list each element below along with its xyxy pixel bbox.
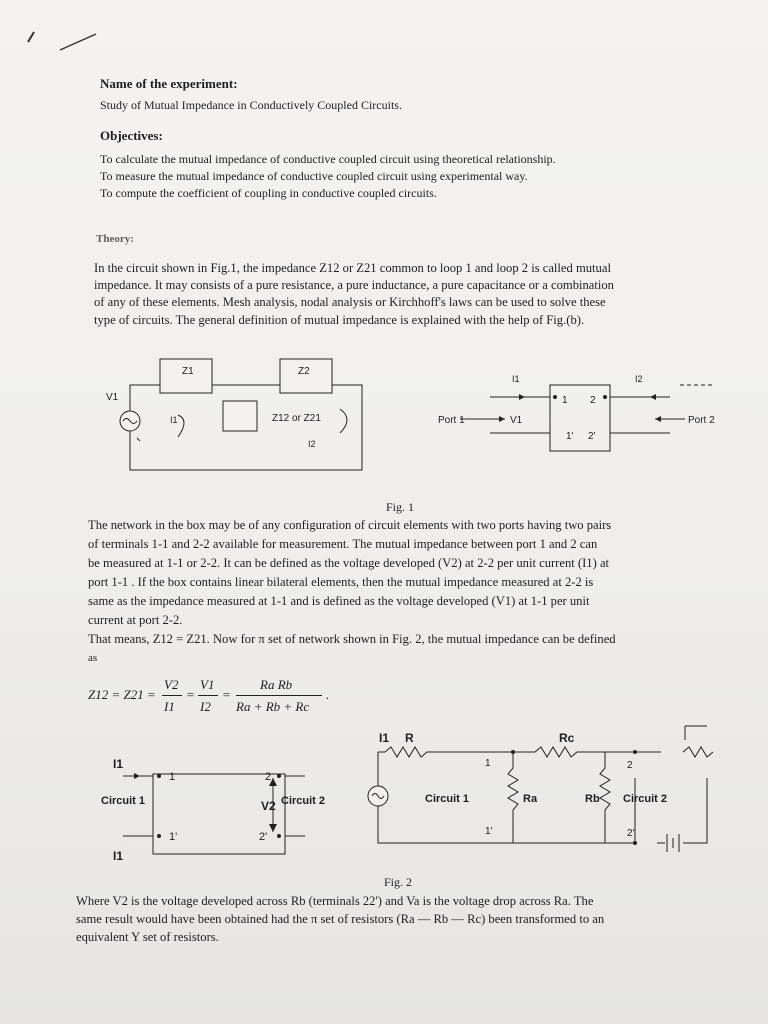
fig2-box-terminal-2: 2	[265, 771, 272, 783]
fig2-i1-top: I1	[113, 757, 124, 771]
formula-num3: Ra Rb	[260, 677, 293, 692]
closing-paragraph	[76, 892, 736, 946]
fig1-z1-label: Z1	[182, 366, 194, 377]
fig2-box-circuit2: Circuit 2	[281, 795, 326, 807]
fig2-box-terminal-1p: 1'	[169, 831, 178, 843]
fig1-port1-label: Port 1	[438, 415, 465, 426]
fig2-box-circuit1: Circuit 1	[101, 795, 146, 807]
fig2-caption: Fig. 2	[384, 875, 413, 889]
fig1-terminal-1p: 1'	[566, 431, 574, 442]
heading-theory: Theory:	[96, 233, 134, 245]
fig2-terminal-1p: 1'	[485, 826, 493, 837]
fig1-i1-label: I1	[170, 415, 178, 425]
fig2-i1-bottom: I1	[113, 849, 124, 863]
pen-mark	[22, 20, 102, 60]
objective-3: To compute the coefficient of coupling in conductive coupled circuits.	[100, 186, 437, 200]
objective-1: To calculate the mutual impedance of conductive coupled circuit using theoretical relationship.	[100, 152, 556, 166]
fig2-terminal-2p: 2'	[627, 828, 635, 839]
fig1-caption: Fig. 1	[386, 500, 415, 514]
fig2-circuit2-label: Circuit 2	[623, 793, 668, 805]
fig2-right-i1: I1	[379, 731, 390, 745]
network-line: same as the impedance measured at 1-1 and is defined as the voltage developed (V1) at 1-1 per unit	[88, 594, 590, 608]
fig1-diagram	[100, 345, 740, 480]
fig1-v1-label: V1	[106, 392, 119, 403]
formula-num2: V1	[200, 677, 215, 692]
fig1-z2-label: Z2	[298, 366, 310, 377]
formula-den2: I2	[200, 699, 211, 714]
network-line: be measured at 1-1 or 2-2. It can be defined as the voltage developed (V2) at 2-2 per unit current (I1) at	[88, 556, 610, 570]
formula-lhs: Z12 = Z21 =	[88, 687, 156, 702]
fig1-port-i1: I1	[512, 374, 520, 384]
fig2-box-terminal-2p: 2'	[259, 831, 268, 843]
theory-line: of any of these elements. Mesh analysis, nodal analysis or Kirchhoff's laws can be used to solve these	[94, 295, 606, 310]
closing-line: equivalent Y set of resistors.	[76, 930, 219, 944]
fig2-circuit1-label: Circuit 1	[425, 793, 470, 805]
fig2-diagram	[95, 718, 725, 866]
fig2-terminal-2: 2	[627, 760, 633, 771]
theory-line: In the circuit shown in Fig.1, the impedance Z12 or Z21 common to loop 1 and loop 2 is called mutual	[94, 261, 611, 275]
theory-line: type of circuits. The general definition of mutual impedance is explained with the help of Fig.(b).	[94, 312, 585, 327]
fig1-port2-label: Port 2	[688, 415, 715, 426]
closing-line: Where V2 is the voltage developed across Rb (terminals 22') and Va is the voltage drop across Ra. The	[76, 894, 594, 908]
fig1-terminal-1: 1	[562, 395, 568, 406]
formula-num1: V2	[164, 677, 179, 692]
network-line: of terminals 1-1 and 2-2 available for measurement. The mutual impedance between port 1 and 2 can	[88, 537, 598, 551]
mutual-impedance-formula: Z12 = Z21 = V2 I1 = V1 I2 = Ra Rb Ra + Rb + Rc .	[88, 677, 330, 714]
heading-objectives: Objectives:	[100, 128, 163, 143]
network-line: current at port 2-2.	[88, 613, 183, 627]
closing-line: same result would have been obtained had the π set of resistors (Ra — Rb — Rc) been transformed to an	[76, 912, 605, 926]
network-line: That means, Z12 = Z21. Now for π set of network shown in Fig. 2, the mutual impedance can be defined	[88, 632, 616, 646]
fig1-i2-label: I2	[308, 439, 316, 449]
network-line: as	[88, 652, 98, 664]
fig1-z12-label: Z12 or Z21	[272, 413, 321, 424]
fig1-terminal-2p: 2'	[588, 431, 596, 442]
fig2-ra-label: Ra	[523, 793, 538, 805]
fig2-terminal-1: 1	[485, 758, 491, 769]
fig1-terminal-2: 2	[590, 395, 596, 406]
experiment-title: Study of Mutual Impedance in Conductively Coupled Circuits.	[100, 98, 402, 112]
fig2-box-terminal-1: 1	[169, 771, 176, 783]
network-line: port 1-1 . If the box contains linear bilateral elements, then the mutual impedance measured at 2-2 is	[88, 575, 594, 589]
heading-experiment-name: Name of the experiment:	[100, 76, 238, 91]
network-paragraph	[88, 516, 733, 668]
objective-2: To measure the mutual impedance of conductive coupled circuit using experimental way.	[100, 169, 528, 183]
fig2-v2-label: V2	[261, 799, 276, 813]
network-line: The network in the box may be of any configuration of circuit elements with two ports having two pairs	[88, 518, 612, 532]
fig2-r-label: R	[405, 731, 414, 745]
fig2-rc-label: Rc	[559, 731, 575, 745]
fig2-rb-label: Rb	[585, 793, 600, 805]
formula-den3: Ra + Rb + Rc	[236, 699, 310, 714]
fig1-port-v1: V1	[510, 415, 523, 426]
theory-line: impedance. It may consists of a pure resistance, a pure inductance, a pure capacitance or a combination	[94, 278, 614, 293]
formula-den1: I1	[164, 699, 175, 714]
theory-paragraph	[94, 260, 724, 329]
fig1-port-i2: I2	[635, 374, 643, 384]
